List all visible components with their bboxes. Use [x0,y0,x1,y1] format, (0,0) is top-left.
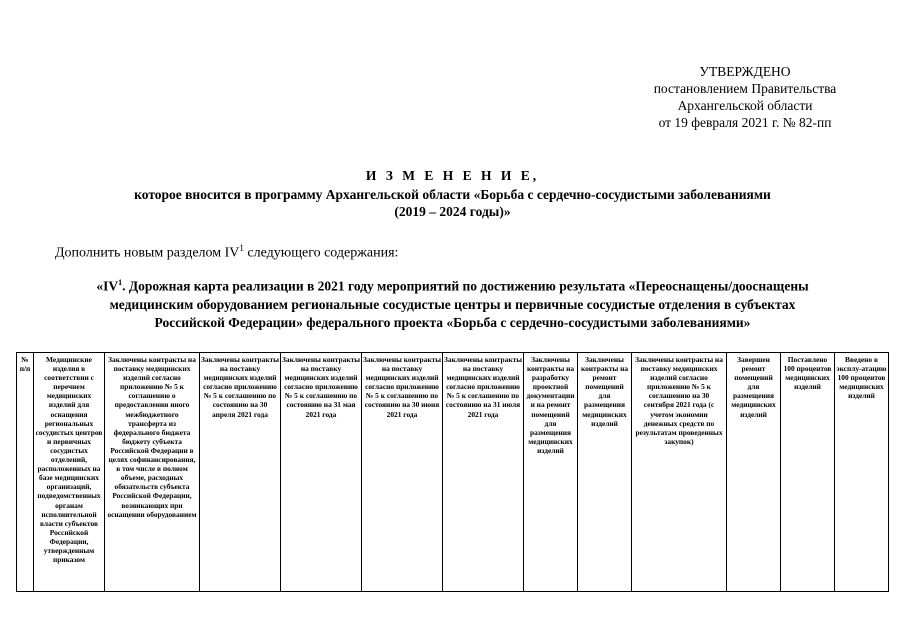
section-prefix: «IV [96,278,119,294]
section-text: . Дорожная карта реализации в 2021 году мероприятий по достижению результата «Переоснащены/дооснащены [122,278,809,294]
approval-stamp [600,63,890,131]
column-header: Медицинские изделия в соответствии с перечнем медицинских изделий для оснащения региональных сосудистых центров и первичных сосудистых отделений, расположенных на базе медицинских организаций, подведомственных органам исполнительной власти субъектов Российской Федерации, утвержденным приказом [34,353,105,592]
section-line: медицинским оборудованием региональные сосудистые центры и первичные сосудистые отделения в субъектах [109,296,796,312]
roadmap-table [16,352,889,592]
intro-text: Дополнить новым разделом IV [55,245,240,261]
intro-superscript: 1 [239,243,244,253]
approval-title: УТВЕРЖДЕНО [699,64,791,79]
section-line: Российской Федерации» федерального проекта «Борьба с сердечно-сосудистыми заболеваниями» [154,314,751,330]
column-header: Введено в эксплу-атацию 100 процентов медицинских изделий [835,353,889,592]
column-header: Завершен ремонт помещений для размещения медицинских изделий [727,353,781,592]
column-header: Заключены контракты на поставку медицинских изделий согласно приложению № 5 к соглашению о предоставлении иного межбюджетного трансферта из федерального бюджета бюджету субъекта Российской Федерации в целях софинансирования, в том числе в полном объеме, расходных обязательств субъекта Российской Федерации, возникающих при оснащении оборудованием [105,353,200,592]
column-header: Поставлено 100 процентов медицинских изделий [781,353,835,592]
approval-line: постановлением Правительства [653,81,837,96]
column-header: Заключены контракты на поставку медицинских изделий согласно приложению № 5 к соглашению по состоянию на 31 мая 2021 года [281,353,362,592]
section-line [40,274,865,296]
column-header: № п/п [17,353,34,592]
document-title: И З М Е Н Е Н И Е, [365,168,540,183]
column-header: Заключены контракты на разработку проектной документации и на ремонт помещений для размещения медицинских изделий [524,353,578,592]
document-subtitle [20,186,885,220]
table-header-row [17,353,889,592]
subtitle-line: которое вносится в программу Архангельской области «Борьба с сердечно-сосудистыми заболеваниями [134,187,771,202]
approval-line: Архангельской области [677,98,813,113]
subtitle-line: (2019 – 2024 годы)» [394,204,511,219]
section-heading [40,274,865,332]
section-superscript: 1 [118,278,123,287]
intro-paragraph [55,243,398,262]
column-header: Заключены контракты на поставку медицинских изделий согласно приложению № 5 к соглашению по состоянию на 30 апреля 2021 года [200,353,281,592]
intro-text: следующего содержания: [243,245,399,261]
column-header: Заключены контракты на ремонт помещений для размещения медицинских изделий [578,353,632,592]
column-header: Заключены контракты на поставку медицинских изделий согласно приложению № 5 к соглашению на 30 сентября 2021 года (с учетом экономии денежных средств по результатам проведенных закупок) [632,353,727,592]
column-header: Заключены контракты на поставку медицинских изделий согласно приложению № 5 к соглашению по состоянию на 30 июня 2021 года [362,353,443,592]
column-header: Заключены контракты на поставку медицинских изделий согласно приложению № 5 к соглашению по состоянию на 31 июля 2021 года [443,353,524,592]
approval-date: от 19 февраля 2021 г. № 82-пп [658,115,832,130]
